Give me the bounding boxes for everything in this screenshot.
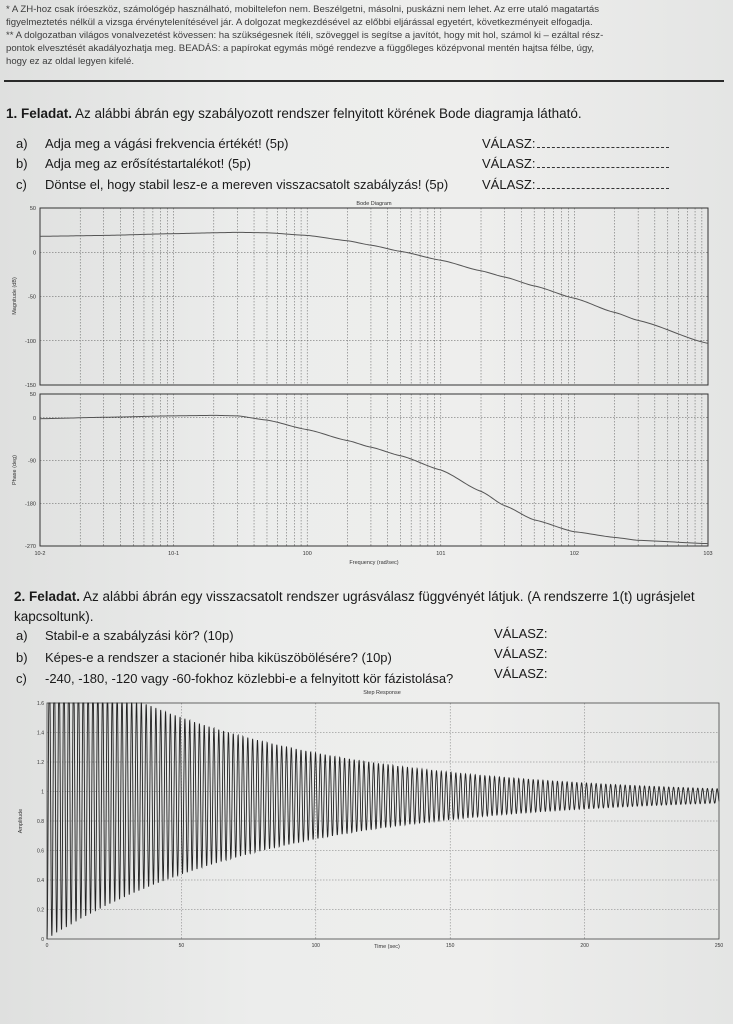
phase-y-ticks xyxy=(25,392,36,550)
step-x-tick-label: 250 xyxy=(714,943,724,949)
answer-label: VÁLASZ: xyxy=(482,156,536,171)
magnitude-series-line xyxy=(40,232,708,343)
step-y-tick-label: 1.4 xyxy=(37,730,44,737)
step-title: Step Response xyxy=(363,690,401,696)
header-divider xyxy=(4,80,724,82)
task1-answer-c[interactable] xyxy=(482,177,669,192)
task1-answer-a[interactable] xyxy=(482,136,669,151)
question-text: Döntse el, hogy stabil lesz-e a mereven visszacsatolt szabályzás! (5p) xyxy=(45,177,449,192)
step-x-tick-label: 0 xyxy=(45,943,49,949)
exam-instructions xyxy=(6,4,722,69)
phase-series-line xyxy=(40,415,708,543)
instruction-line: pontok elvesztését akadályozhatja meg. BEADÁS: a papírokat egymás mögé rendezve a függőleges középvonal mentén hajtsa félbe, úgy, xyxy=(6,42,595,54)
step-y-tick-label: 1.2 xyxy=(37,760,44,766)
frequency-tick-label: 103 xyxy=(703,551,713,557)
answer-blank[interactable] xyxy=(537,157,669,168)
instruction-line: figyelmeztetés nélkül a vizsga érvénytelenítésével jár. A dolgozat megkezdésével az előbbi eljárással egyetért, következményeit elfogadja. xyxy=(6,16,593,28)
step-y-tick-label: 0.6 xyxy=(37,848,44,855)
task2-answer-a[interactable] xyxy=(494,626,547,641)
step-y-tick-label: 0.2 xyxy=(37,907,44,914)
question-letter: a) xyxy=(16,628,28,643)
step-response-chart xyxy=(0,686,733,954)
question-text: Stabil-e a szabályzási kör? (10p) xyxy=(45,628,234,643)
frequency-tick-label: 102 xyxy=(569,551,579,557)
answer-blank[interactable] xyxy=(537,137,669,148)
magnitude-ylabel: Magnitude (dB) xyxy=(12,277,18,315)
step-x-tick-label: 100 xyxy=(311,943,320,949)
phase-tick-label: -270 xyxy=(24,544,36,550)
magnitude-tick-label: -50 xyxy=(28,294,36,301)
phase-tick-label: -90 xyxy=(28,458,36,465)
phase-tick-label: -180 xyxy=(24,501,36,508)
task2-title xyxy=(14,587,726,627)
task1-label: 1. Feladat. xyxy=(6,106,73,121)
question-letter: a) xyxy=(16,136,28,151)
task2-text-cont: kapcsoltunk). xyxy=(14,609,94,624)
frequency-tick-label: 10-2 xyxy=(34,551,46,557)
task1-title xyxy=(6,106,726,122)
answer-label: VÁLASZ: xyxy=(494,646,548,661)
question-letter: c) xyxy=(16,177,27,192)
question-letter: b) xyxy=(16,156,28,171)
magnitude-tick-label: -100 xyxy=(24,338,36,345)
step-y-tick-label: 0 xyxy=(41,937,44,943)
bode-x-ticks xyxy=(34,551,712,557)
step-y-tick-label: 1 xyxy=(41,789,44,796)
phase-ylabel: Phase (deg) xyxy=(12,455,18,485)
question-text: Képes-e a rendszer a stacionér hiba kiküszöbölésére? (10p) xyxy=(45,650,392,665)
phase-tick-label: 0 xyxy=(32,415,36,422)
step-y-tick-label: 0.4 xyxy=(37,878,44,884)
instruction-line: hogy ez az oldal legyen kifelé. xyxy=(6,55,134,67)
answer-blank[interactable] xyxy=(537,178,669,189)
answer-label: VÁLASZ: xyxy=(482,136,536,151)
step-x-tick-label: 200 xyxy=(580,943,589,949)
magnitude-tick-label: -150 xyxy=(24,383,36,389)
step-x-tick-label: 50 xyxy=(178,943,185,949)
question-letter: b) xyxy=(16,650,28,665)
task2-answer-c[interactable] xyxy=(494,666,547,681)
step-y-tick-label: 0.8 xyxy=(37,819,44,825)
magnitude-y-ticks xyxy=(25,206,36,389)
magnitude-tick-label: 0 xyxy=(32,250,36,257)
step-y-tick-label: 1.6 xyxy=(37,701,44,707)
instruction-line: * A ZH-hoz csak íróeszköz, számológép használható, mobiltelefon nem. Beszélgetni, másolni, puskázni nem lehet. Az erre utaló magatartás xyxy=(6,4,599,15)
instruction-line: ** A dolgozatban világos vonalvezetést kövessen: ha szükségesnek ítéli, szöveggel is segítse a javítót, hogy mit hol, számol ki – ezáltal rész- xyxy=(6,29,604,41)
bode-diagram xyxy=(0,196,733,568)
answer-label: VÁLASZ: xyxy=(494,626,548,641)
step-x-tick-label: 150 xyxy=(446,943,455,949)
step-y-ticks xyxy=(37,701,44,943)
answer-label: VÁLASZ: xyxy=(482,177,536,192)
answer-label: VÁLASZ: xyxy=(494,666,548,681)
bode-xlabel: Frequency (rad/sec) xyxy=(349,560,399,566)
step-ylabel: Amplitude xyxy=(18,808,24,834)
frequency-tick-label: 100 xyxy=(302,551,312,557)
task2-text: Az alábbi ábrán egy visszacsatolt rendszer ugrásválasz függvényét látjuk. (A rendszerre 1(t) ugrásjelet xyxy=(83,589,695,604)
step-xlabel: Time (sec) xyxy=(374,944,400,950)
frequency-tick-label: 10-1 xyxy=(168,551,180,557)
bode-title: Bode Diagram xyxy=(356,201,392,207)
question-text: Adja meg az erősítéstartalékot! (5p) xyxy=(45,156,251,171)
phase-tick-label: 50 xyxy=(29,392,36,398)
task1-answer-b[interactable] xyxy=(482,156,669,171)
task2-label: 2. Feladat. xyxy=(14,589,81,604)
question-letter: c) xyxy=(16,671,27,686)
task2-answer-b[interactable] xyxy=(494,646,547,661)
question-text: -240, -180, -120 vagy -60-fokhoz közlebbi-e a felnyitott kör fázistolása? xyxy=(45,671,454,686)
magnitude-tick-label: 50 xyxy=(29,206,36,212)
frequency-tick-label: 101 xyxy=(436,551,446,557)
task1-text: Az alábbi ábrán egy szabályozott rendszer felnyitott körének Bode diagramja látható. xyxy=(75,106,582,121)
question-text: Adja meg a vágási frekvencia értékét! (5p) xyxy=(45,136,289,151)
